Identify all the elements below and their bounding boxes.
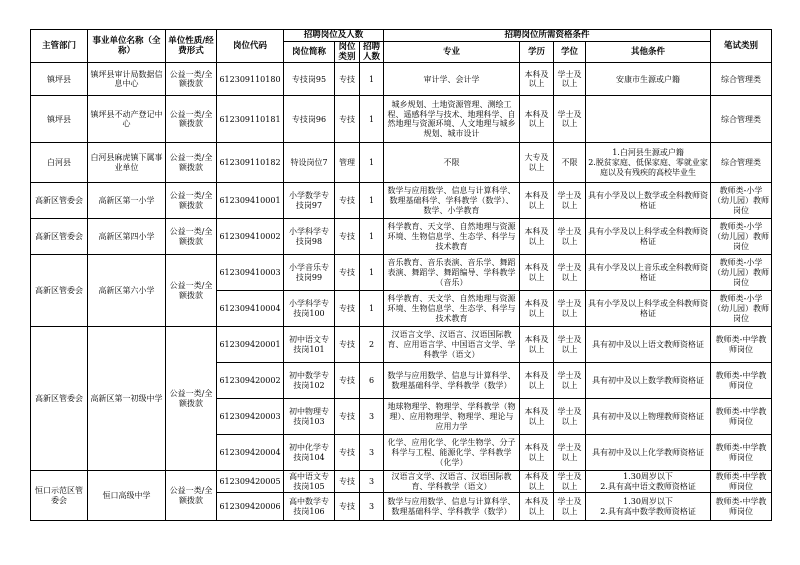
exam-cell: 教师类-中学教师岗位 — [711, 327, 772, 363]
pos-name-cell: 初中化学专技岗104 — [284, 435, 335, 471]
major-cell: 数学与应用数学、信息与计算科学、数理基础科学、学科教学（数学）、数学、小学教育 — [384, 183, 520, 219]
dept-cell: 恒口示范区管委会 — [31, 471, 88, 521]
other-cell: 具有初中及以上化学教师资格证 — [586, 435, 711, 471]
pos-name-cell: 初中物理专技岗103 — [284, 399, 335, 435]
other-cell: 具有小学及以上科学或全科教师资格证 — [586, 219, 711, 255]
code-cell: 612309410003 — [217, 255, 284, 291]
count-cell: 1 — [360, 255, 384, 291]
unit-cell: 高新区第六小学 — [88, 255, 166, 327]
degree-cell: 学士及以上 — [554, 327, 586, 363]
degree-cell: 学士及以上 — [554, 471, 586, 493]
recruitment-table — [30, 29, 772, 521]
exam-cell: 教师类-小学（幼儿园）教师岗位 — [711, 219, 772, 255]
unit-cell: 恒口高级中学 — [88, 471, 166, 521]
major-cell: 数学与应用数学、信息与计算科学、数理基础科学、学科教学（数学） — [384, 493, 520, 521]
count-cell: 2 — [360, 327, 384, 363]
unit-cell: 高新区第一小学 — [88, 183, 166, 219]
pos-type-cell: 专技 — [335, 435, 360, 471]
other-cell — [586, 96, 711, 143]
degree-cell: 学士及以上 — [554, 96, 586, 143]
dept-cell: 白河县 — [31, 143, 88, 183]
exam-cell: 教师类-中学教师岗位 — [711, 399, 772, 435]
header-dept: 主管部门 — [31, 30, 88, 63]
edu-cell: 本科及以上 — [520, 399, 554, 435]
count-cell: 1 — [360, 183, 384, 219]
nature-cell: 公益一类/全额拨款 — [166, 63, 217, 96]
other-cell: 1.白河县生源或户籍 2.脱贫家庭、低保家庭、零就业家庭以及有残疾的高校毕业生 — [586, 143, 711, 183]
degree-cell: 不限 — [554, 143, 586, 183]
edu-cell: 本科及以上 — [520, 63, 554, 96]
nature-cell: 公益一类/全额拨款 — [166, 183, 217, 219]
header-code: 岗位代码 — [217, 30, 284, 63]
major-cell: 科学教育、天文学、自然地理与资源环境、生物信息学、生态学、科学与技术教育 — [384, 219, 520, 255]
pos-name-cell: 小学科学专技岗98 — [284, 219, 335, 255]
edu-cell: 大专及以上 — [520, 143, 554, 183]
edu-cell: 本科及以上 — [520, 493, 554, 521]
nature-cell: 公益一类/全额拨款 — [166, 96, 217, 143]
degree-cell: 学士及以上 — [554, 255, 586, 291]
other-cell: 具有初中及以上物理教师资格证 — [586, 399, 711, 435]
pos-type-cell: 专技 — [335, 63, 360, 96]
nature-cell: 公益一类/全额拨款 — [166, 327, 217, 471]
major-cell: 科学教育、天文学、自然地理与资源环境、生物信息学、生态学、科学与技术教育 — [384, 291, 520, 327]
code-cell: 612309420004 — [217, 435, 284, 471]
other-cell: 具有初中及以上数学教师资格证 — [586, 363, 711, 399]
dept-cell: 高新区管委会 — [31, 219, 88, 255]
code-cell: 612309410002 — [217, 219, 284, 255]
major-cell: 地球物理学、物理学、学科教学（物理）、应用物理学、物理学、理论与应用力学 — [384, 399, 520, 435]
exam-cell: 教师类-小学（幼儿园）教师岗位 — [711, 291, 772, 327]
header-edu: 学历 — [520, 42, 554, 63]
table-row — [31, 143, 772, 183]
major-cell: 音乐教育、音乐表演、音乐学、舞蹈表演、舞蹈学、舞蹈编导、学科教学（音乐） — [384, 255, 520, 291]
count-cell: 1 — [360, 63, 384, 96]
pos-name-cell: 小学音乐专技岗99 — [284, 255, 335, 291]
header-count: 招聘人数 — [360, 42, 384, 63]
code-cell: 612309420001 — [217, 327, 284, 363]
edu-cell: 本科及以上 — [520, 471, 554, 493]
header-other: 其他条件 — [586, 42, 711, 63]
other-cell: 具有小学及以上科学或全科教师资格证 — [586, 291, 711, 327]
degree-cell: 学士及以上 — [554, 183, 586, 219]
pos-name-cell: 特设岗位7 — [284, 143, 335, 183]
exam-cell: 教师类-中学教师岗位 — [711, 363, 772, 399]
dept-cell: 高新区管委会 — [31, 183, 88, 219]
pos-type-cell: 专技 — [335, 471, 360, 493]
pos-type-cell: 管理 — [335, 143, 360, 183]
pos-name-cell: 高中语文专技岗105 — [284, 471, 335, 493]
header-row — [31, 30, 772, 42]
pos-name-cell: 专技岗96 — [284, 96, 335, 143]
pos-name-cell: 小学数学专技岗97 — [284, 183, 335, 219]
pos-name-cell: 小学科学专技岗100 — [284, 291, 335, 327]
header-positions-group: 招聘岗位及人数 — [284, 30, 384, 42]
other-cell: 具有初中及以上语文教师资格证 — [586, 327, 711, 363]
nature-cell: 公益一类/全额拨款 — [166, 219, 217, 255]
pos-name-cell: 专技岗95 — [284, 63, 335, 96]
unit-cell: 高新区第一初级中学 — [88, 327, 166, 471]
other-cell: 具有小学及以上音乐或全科教师资格证 — [586, 255, 711, 291]
table-row — [31, 327, 772, 363]
unit-cell: 镇坪县不动产登记中心 — [88, 96, 166, 143]
table-row — [31, 219, 772, 255]
pos-name-cell: 高中数学专技岗106 — [284, 493, 335, 521]
header-degree: 学位 — [554, 42, 586, 63]
code-cell: 612309420006 — [217, 493, 284, 521]
degree-cell: 学士及以上 — [554, 63, 586, 96]
pos-type-cell: 专技 — [335, 96, 360, 143]
edu-cell: 本科及以上 — [520, 255, 554, 291]
other-cell: 1.30周岁以下 2.具有高中语文教师资格证 — [586, 471, 711, 493]
other-cell: 具有小学及以上数学或全科教师资格证 — [586, 183, 711, 219]
header-exam: 笔试类别 — [711, 30, 772, 63]
count-cell: 1 — [360, 143, 384, 183]
count-cell: 1 — [360, 219, 384, 255]
code-cell: 612309410001 — [217, 183, 284, 219]
pos-type-cell: 专技 — [335, 327, 360, 363]
edu-cell: 本科及以上 — [520, 435, 554, 471]
code-cell: 612309420005 — [217, 471, 284, 493]
major-cell: 不限 — [384, 143, 520, 183]
header-pos-name: 岗位简称 — [284, 42, 335, 63]
other-cell: 安康市生源或户籍 — [586, 63, 711, 96]
code-cell: 612309410004 — [217, 291, 284, 327]
pos-type-cell: 专技 — [335, 219, 360, 255]
exam-cell: 教师类-中学教师岗位 — [711, 471, 772, 493]
exam-cell: 综合管理类 — [711, 143, 772, 183]
code-cell: 612309110182 — [217, 143, 284, 183]
count-cell: 6 — [360, 363, 384, 399]
major-cell: 汉语言文学、汉语言、汉语国际教育、应用语言学、中国语言文学、学科教学（语文） — [384, 327, 520, 363]
pos-name-cell: 初中语文专技岗101 — [284, 327, 335, 363]
code-cell: 612309420003 — [217, 399, 284, 435]
exam-cell: 综合管理类 — [711, 63, 772, 96]
major-cell: 化学、应用化学、化学生物学、分子科学与工程、能源化学、学科教学（化学） — [384, 435, 520, 471]
degree-cell: 学士及以上 — [554, 399, 586, 435]
code-cell: 612309110181 — [217, 96, 284, 143]
edu-cell: 本科及以上 — [520, 363, 554, 399]
major-cell: 汉语言文学、汉语言、汉语国际教育、学科教学（语文） — [384, 471, 520, 493]
major-cell: 审计学、会计学 — [384, 63, 520, 96]
pos-name-cell: 初中数学专技岗102 — [284, 363, 335, 399]
exam-cell: 教师类-小学（幼儿园）教师岗位 — [711, 183, 772, 219]
dept-cell: 镇坪县 — [31, 96, 88, 143]
dept-cell: 高新区管委会 — [31, 327, 88, 471]
count-cell: 1 — [360, 96, 384, 143]
count-cell: 3 — [360, 399, 384, 435]
count-cell: 3 — [360, 471, 384, 493]
count-cell: 1 — [360, 291, 384, 327]
nature-cell: 公益一类/全额拨款 — [166, 143, 217, 183]
exam-cell: 教师类-中学教师岗位 — [711, 493, 772, 521]
pos-type-cell: 专技 — [335, 363, 360, 399]
pos-type-cell: 专技 — [335, 255, 360, 291]
degree-cell: 学士及以上 — [554, 363, 586, 399]
count-cell: 3 — [360, 493, 384, 521]
dept-cell: 镇坪县 — [31, 63, 88, 96]
pos-type-cell: 专技 — [335, 399, 360, 435]
major-cell: 数学与应用数学、信息与计算科学、数理基础科学、学科教学（数学） — [384, 363, 520, 399]
degree-cell: 学士及以上 — [554, 435, 586, 471]
edu-cell: 本科及以上 — [520, 219, 554, 255]
count-cell: 3 — [360, 435, 384, 471]
nature-cell: 公益一类/全额拨款 — [166, 471, 217, 521]
table-row — [31, 183, 772, 219]
unit-cell: 镇坪县审计局数据信息中心 — [88, 63, 166, 96]
edu-cell: 本科及以上 — [520, 183, 554, 219]
table-row — [31, 255, 772, 291]
exam-cell: 综合管理类 — [711, 96, 772, 143]
degree-cell: 学士及以上 — [554, 219, 586, 255]
edu-cell: 本科及以上 — [520, 96, 554, 143]
pos-type-cell: 专技 — [335, 183, 360, 219]
header-pos-type: 岗位类别 — [335, 42, 360, 63]
header-unit: 事业单位名称（全称） — [88, 30, 166, 63]
unit-cell: 白河县麻虎镇下属事业单位 — [88, 143, 166, 183]
unit-cell: 高新区第四小学 — [88, 219, 166, 255]
edu-cell: 本科及以上 — [520, 291, 554, 327]
pos-type-cell: 专技 — [335, 493, 360, 521]
header-conditions-group: 招聘岗位所需资格条件 — [384, 30, 711, 42]
edu-cell: 本科及以上 — [520, 327, 554, 363]
degree-cell: 学士及以上 — [554, 493, 586, 521]
exam-cell: 教师类-中学教师岗位 — [711, 435, 772, 471]
degree-cell: 学士及以上 — [554, 291, 586, 327]
table-row — [31, 471, 772, 493]
table-row — [31, 63, 772, 96]
major-cell: 城乡规划、土地资源管理、测绘工程、遥感科学与技术、地理科学、自然地理与资源环境、人文地理与城乡规划、城市设计 — [384, 96, 520, 143]
header-nature: 单位性质/经费形式 — [166, 30, 217, 63]
other-cell: 1.30周岁以下 2.具有高中数学教师资格证 — [586, 493, 711, 521]
code-cell: 612309420002 — [217, 363, 284, 399]
nature-cell: 公益一类/全额拨款 — [166, 255, 217, 327]
exam-cell: 教师类-小学（幼儿园）教师岗位 — [711, 255, 772, 291]
pos-type-cell: 专技 — [335, 291, 360, 327]
header-major: 专业 — [384, 42, 520, 63]
table-row — [31, 96, 772, 143]
code-cell: 612309110180 — [217, 63, 284, 96]
dept-cell: 高新区管委会 — [31, 255, 88, 327]
